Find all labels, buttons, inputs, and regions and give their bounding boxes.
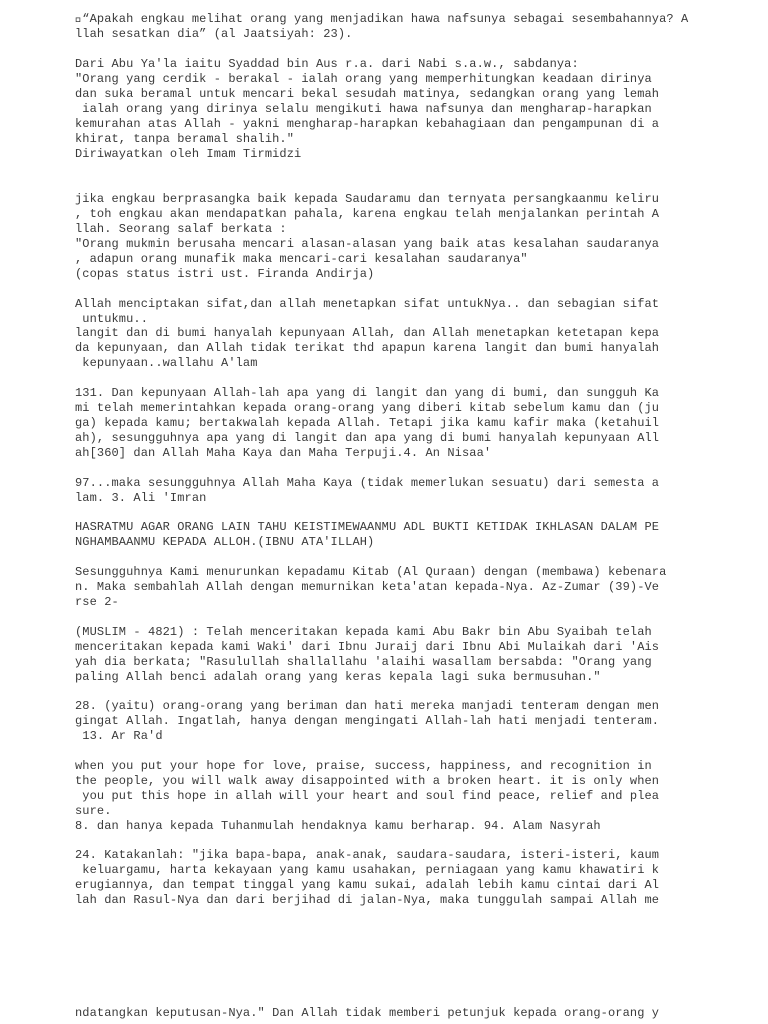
- text-line: llah. Seorang salaf berkata :: [75, 222, 287, 236]
- text-line: NGHAMBAANMU KEPADA ALLOH.(IBNU ATA'ILLAH): [75, 535, 375, 549]
- text-line: khirat, tanpa beramal shalih.": [75, 132, 295, 146]
- text-line: ah[360] dan Allah Maha Kaya dan Maha Terpuji.4. An Nisaa': [75, 446, 492, 460]
- text-line: when you put your hope for love, praise, success, happiness, and recognition in: [75, 759, 652, 773]
- text-line: langit dan di bumi hanyalah kepunyaan Allah, dan Allah menetapkan ketetapan kepa: [75, 326, 660, 340]
- text-line: da kepunyaan, dan Allah tidak terikat thd apapun karena langit dan bumi hanyalah: [75, 341, 660, 355]
- text-line: yah dia berkata; "Rasulullah shallallahu 'alaihi wasallam bersabda: "Orang yang: [75, 655, 652, 669]
- text-line: “Apakah engkau melihat orang yang menjadikan hawa nafsunya sebagai sesembahannya? A: [75, 12, 689, 26]
- text-line: kemurahan atas Allah - yakni mengharap-harapkan kebahagiaan dan pengampunan di a: [75, 117, 660, 131]
- text-line: keluargamu, harta kekayaan yang kamu usahakan, perniagaan yang kamu khawatiri k: [75, 863, 660, 877]
- text-line: ah), sesungguhnya apa yang di langit dan apa yang di bumi hanyalah kepunyaan All: [75, 431, 660, 445]
- text-line: lam. 3. Ali 'Imran: [75, 491, 207, 505]
- text-line: the people, you will walk away disappointed with a broken heart. it is only when: [75, 774, 660, 788]
- text-line: Sesungguhnya Kami menurunkan kepadamu Kitab (Al Quraan) dengan (membawa) kebenara: [75, 565, 667, 579]
- text-line: untukmu..: [75, 312, 149, 326]
- text-line: kepunyaan..wallahu A'lam: [75, 356, 258, 370]
- text-line: menceritakan kepada kami Waki' dari Ibnu Juraij dari Ibnu Abi Mulaikah dari 'Ais: [75, 640, 660, 654]
- text-line: (copas status istri ust. Firanda Andirja): [75, 267, 375, 281]
- text-line: Diriwayatkan oleh Imam Tirmidzi: [75, 147, 302, 161]
- text-line: 97...maka sesungguhnya Allah Maha Kaya (tidak memerlukan sesuatu) dari semesta a: [75, 476, 660, 490]
- text-line: , toh engkau akan mendapatkan pahala, karena engkau telah menjalankan perintah A: [75, 207, 660, 221]
- text-line: lah dan Rasul-Nya dan dari berjihad di jalan-Nya, maka tunggulah sampai Allah me: [75, 893, 660, 907]
- text-line: (MUSLIM - 4821) : Telah menceritakan kepada kami Abu Bakr bin Abu Syaibah telah: [75, 625, 652, 639]
- text-line: erugiannya, dan tempat tinggal yang kamu sukai, adalah lebih kamu cintai dari Al: [75, 878, 660, 892]
- text-line: 13. Ar Ra'd: [75, 729, 163, 743]
- text-line: llah sesatkan dia” (al Jaatsiyah: 23).: [75, 27, 353, 41]
- text-line: gingat Allah. Ingatlah, hanya dengan mengingati Allah-lah hati menjadi tenteram.: [75, 714, 660, 728]
- text-line: "Orang yang cerdik - berakal - ialah orang yang memperhitungkan keadaan dirinya: [75, 72, 652, 86]
- text-line: rse 2-: [75, 595, 119, 609]
- text-line: jika engkau berprasangka baik kepada Saudaramu dan ternyata persangkaanmu keliru: [75, 192, 660, 206]
- text-line: ga) kepada kamu; bertakwalah kepada Allah. Tetapi jika kamu kafir maka (ketahuil: [75, 416, 660, 430]
- text-line: Dari Abu Ya'la iaitu Syaddad bin Aus r.a. dari Nabi s.a.w., sabdanya:: [75, 57, 579, 71]
- text-line: paling Allah benci adalah orang yang keras kepala lagi suka bermusuhan.": [75, 670, 601, 684]
- text-line: ndatangkan keputusan-Nya." Dan Allah tidak memberi petunjuk kepada orang-orang y: [75, 1006, 660, 1020]
- text-line: 131. Dan kepunyaan Allah-lah apa yang di langit dan yang di bumi, dan sungguh Ka: [75, 386, 660, 400]
- text-line: 8. dan hanya kepada Tuhanmulah hendaknya kamu berharap. 94. Alam Nasyrah: [75, 819, 601, 833]
- text-line: 28. (yaitu) orang-orang yang beriman dan hati mereka manjadi tenteram dengan men: [75, 699, 660, 713]
- text-line: sure.: [75, 804, 112, 818]
- text-line: "Orang mukmin berusaha mencari alasan-alasan yang baik atas kesalahan saudaranya: [75, 237, 660, 251]
- text-line: n. Maka sembahlah Allah dengan memurnikan keta'atan kepada-Nya. Az-Zumar (39)-Ve: [75, 580, 660, 594]
- text-line: HASRATMU AGAR ORANG LAIN TAHU KEISTIMEWAANMU ADL BUKTI KETIDAK IKHLASAN DALAM PE: [75, 520, 660, 534]
- text-line: you put this hope in allah will your heart and soul find peace, relief and plea: [75, 789, 660, 803]
- text-line: dan suka beramal untuk mencari bekal sesudah matinya, sedangkan orang yang lemah: [75, 87, 660, 101]
- text-line: , adapun orang munafik maka mencari-cari kesalahan saudaranya": [75, 252, 528, 266]
- text-line: ialah orang yang dirinya selalu mengikuti hawa nafsunya dan mengharap-harapkan: [75, 102, 652, 116]
- text-line: 24. Katakanlah: "jika bapa-bapa, anak-anak, saudara-saudara, isteri-isteri, kaum: [75, 848, 660, 862]
- text-line: mi telah memerintahkan kepada orang-orang yang diberi kitab sebelum kamu dan (ju: [75, 401, 660, 415]
- text-line: Allah menciptakan sifat,dan allah menetapkan sifat untukNya.. dan sebagian sifat: [75, 297, 660, 311]
